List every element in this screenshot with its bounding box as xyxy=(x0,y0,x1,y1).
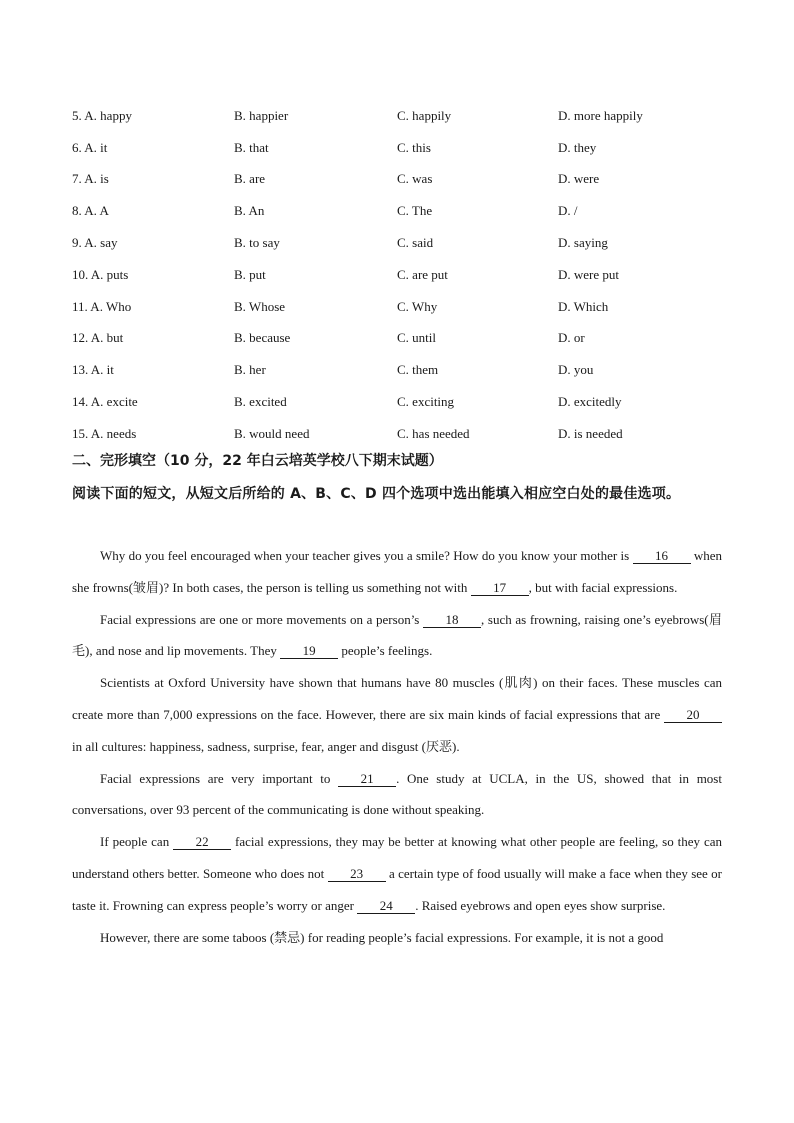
passage-text: people’s feelings. xyxy=(338,643,433,659)
option-a: 11. A. Who xyxy=(72,298,132,314)
option-b: B. would need xyxy=(234,425,310,441)
passage-text: , such as frowning, raising one’s eyebrows(眉毛), and nose and lip movements. They xyxy=(72,611,722,659)
option-a: 5. A. happy xyxy=(72,107,132,123)
passage-text: If people can xyxy=(100,834,174,850)
passage-paragraph xyxy=(72,826,722,921)
passage-text: Facial expressions are one or more movements on a person’s xyxy=(100,611,423,627)
option-b: B. that xyxy=(234,139,269,155)
blank-23: 23 xyxy=(328,866,386,882)
option-d: D. were xyxy=(558,171,600,187)
option-c: C. The xyxy=(397,203,433,219)
passage-text: Facial expressions are very important to xyxy=(100,770,339,786)
option-d: D. or xyxy=(558,330,585,346)
option-d: D. is needed xyxy=(558,425,623,441)
answer-options xyxy=(72,100,732,450)
option-a: 12. A. but xyxy=(72,330,124,346)
option-row xyxy=(72,323,732,355)
blank-20: 20 xyxy=(664,707,722,723)
option-a: 13. A. it xyxy=(72,362,114,378)
option-d: D. excitedly xyxy=(558,394,622,410)
section-instruction: 阅读下面的短文，从短文后所给的 A、B、C、D 四个选项中选出能填入相应空白处的最佳选项。 xyxy=(72,486,681,502)
blank-19: 19 xyxy=(280,643,338,659)
passage-text: However, there are some taboos (禁忌) for reading people’s facial expressions. For example, it is not a good xyxy=(100,929,664,945)
option-row xyxy=(72,354,732,386)
option-a: 8. A. A xyxy=(72,203,109,219)
option-row xyxy=(72,259,732,291)
option-b: B. her xyxy=(234,362,266,378)
option-d: D. they xyxy=(558,139,597,155)
passage-text: . Raised eyebrows and open eyes show surprise. xyxy=(415,897,666,913)
option-a: 9. A. say xyxy=(72,235,118,251)
option-row xyxy=(72,386,732,418)
passage-text: a certain type of food usually will make a face when they see or taste it. Frowning can express people’s worry or anger xyxy=(72,865,722,913)
passage-text: . One study at UCLA, in the US, showed that in most conversations, over 93 percent of the communicating is done without speaking. xyxy=(72,770,722,818)
option-b: B. to say xyxy=(234,235,280,251)
option-row xyxy=(72,291,732,323)
option-b: B. An xyxy=(234,203,265,219)
option-d: D. / xyxy=(558,203,578,219)
option-d: D. Which xyxy=(558,298,609,314)
option-d: D. more happily xyxy=(558,107,643,123)
option-c: C. them xyxy=(397,362,439,378)
passage-paragraph xyxy=(72,604,722,668)
passage-text: , but with facial expressions. xyxy=(528,579,678,595)
passage-paragraph xyxy=(72,540,722,604)
option-c: C. exciting xyxy=(397,394,455,410)
option-a: 15. A. needs xyxy=(72,425,137,441)
blank-24: 24 xyxy=(357,898,415,914)
option-a: 14. A. excite xyxy=(72,394,138,410)
option-c: C. happily xyxy=(397,107,452,123)
passage-text: Scientists at Oxford University have shown that humans have 80 muscles (肌肉) on their faces. These muscles can create more than 7,000 expressions on the face. However, there are six main kinds of facial expressions that are xyxy=(72,675,722,722)
blank-16: 16 xyxy=(633,548,691,564)
option-c: C. are put xyxy=(397,266,448,282)
passage-text: when she frowns(皱眉)? In both cases, the person is telling us something not with xyxy=(72,548,722,595)
section-heading: 二、完形填空（10 分，22 年白云培英学校八下期末试题） xyxy=(72,453,443,469)
option-row xyxy=(72,164,732,196)
option-c: C. Why xyxy=(397,298,438,314)
passage-paragraph xyxy=(72,922,722,954)
passage-paragraph xyxy=(72,667,722,762)
option-row xyxy=(72,195,732,227)
option-c: C. this xyxy=(397,139,431,155)
option-a: 7. A. is xyxy=(72,171,109,187)
option-b: B. Whose xyxy=(234,298,286,314)
passage-paragraph xyxy=(72,763,722,827)
option-b: B. excited xyxy=(234,394,287,410)
passage-text: Why do you feel encouraged when your teacher gives you a smile? How do you know your mother is xyxy=(100,548,633,563)
option-b: B. because xyxy=(234,330,291,346)
option-d: D. were put xyxy=(558,266,620,282)
option-d: D. saying xyxy=(558,235,608,251)
option-c: C. was xyxy=(397,171,433,187)
blank-17: 17 xyxy=(471,580,529,596)
option-c: C. has needed xyxy=(397,425,470,441)
passage-text: facial expressions, they may be better at knowing what other people are feeling, so they can understand others better. Someone who does not xyxy=(72,834,722,881)
option-b: B. are xyxy=(234,171,266,187)
option-a: 10. A. puts xyxy=(72,266,129,282)
option-b: B. put xyxy=(234,266,266,282)
blank-21: 21 xyxy=(338,771,396,787)
cloze-passage xyxy=(72,540,722,953)
option-b: B. happier xyxy=(234,107,289,123)
blank-18: 18 xyxy=(423,612,481,628)
passage-text: in all cultures: happiness, sadness, surprise, fear, anger and disgust (厌恶). xyxy=(72,738,460,754)
option-row xyxy=(72,227,732,259)
blank-22: 22 xyxy=(173,834,231,850)
option-c: C. said xyxy=(397,235,434,251)
option-row xyxy=(72,100,732,132)
option-row xyxy=(72,132,732,164)
option-c: C. until xyxy=(397,330,437,346)
option-d: D. you xyxy=(558,362,594,378)
option-a: 6. A. it xyxy=(72,139,108,155)
